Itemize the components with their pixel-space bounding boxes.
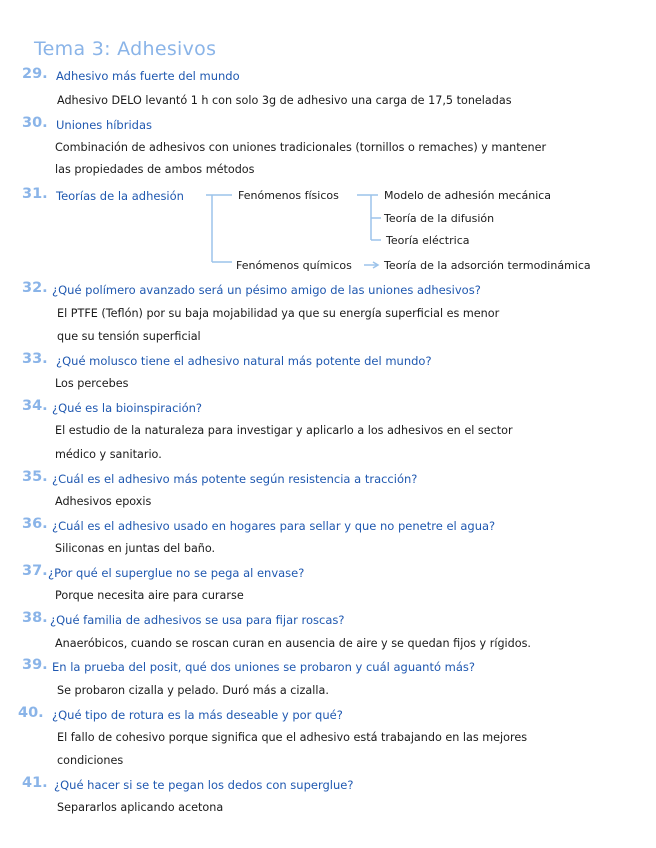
item-number: 30. (22, 115, 48, 131)
item-number: 34. (22, 398, 48, 414)
question: En la prueba del posit, qué dos uniones se probaron y cuál aguantó más? (52, 660, 476, 674)
answer: médico y sanitario. (55, 448, 162, 461)
answer: Siliconas en juntas del baño. (55, 542, 216, 555)
question: ¿Qué polímero avanzado será un pésimo amigo de las uniones adhesivos? (52, 283, 481, 297)
answer: condiciones (57, 754, 124, 767)
question: ¿Qué familia de adhesivos se usa para fijar roscas? (50, 613, 345, 627)
item-number: 38. (22, 610, 48, 626)
item-number: 33. (22, 351, 48, 367)
answer: El fallo de cohesivo porque significa que el adhesivo está trabajando en las mejores (57, 731, 528, 744)
diagram-leaf: Teoría de la difusión (384, 212, 495, 225)
item-number: 36. (22, 516, 48, 532)
question: ¿Qué molusco tiene el adhesivo natural más potente del mundo? (56, 354, 432, 368)
answer: Anaeróbicos, cuando se roscan curan en ausencia de aire y se quedan fijos y rígidos. (55, 637, 531, 650)
item-number: 41. (22, 775, 48, 791)
item-number: 29. (22, 66, 48, 82)
answer: Separarlos aplicando acetona (57, 801, 224, 814)
answer: las propiedades de ambos métodos (55, 163, 255, 176)
answer: Se probaron cizalla y pelado. Duró más a cizalla. (57, 684, 329, 697)
answer: Adhesivo DELO levantó 1 h con solo 3g de adhesivo una carga de 17,5 toneladas (57, 94, 512, 107)
question: ¿Por qué el superglue no se pega al envase? (48, 566, 305, 580)
answer: El PTFE (Teflón) por su baja mojabilidad ya que su energía superficial es menor (57, 307, 500, 320)
diagram-leaf: Modelo de adhesión mecánica (384, 189, 552, 202)
answer: El estudio de la naturaleza para investigar y aplicarlo a los adhesivos en el sector (55, 424, 513, 437)
answer: que su tensión superficial (57, 330, 201, 343)
answer: Los percebes (55, 377, 129, 390)
question: Adhesivo más fuerte del mundo (56, 69, 240, 83)
item-number: 35. (22, 469, 48, 485)
question: ¿Qué hacer si se te pegan los dedos con superglue? (54, 778, 354, 792)
question: Teorías de la adhesión (56, 189, 184, 203)
question: ¿Cuál es el adhesivo usado en hogares para sellar y que no penetre el agua? (52, 519, 496, 533)
page-title: Tema 3: Adhesivos (34, 38, 217, 60)
question: ¿Qué es la bioinspiración? (52, 401, 203, 415)
item-number: 37. (22, 563, 48, 579)
item-number: 40. (18, 705, 44, 721)
diagram-node-fisicos: Fenómenos físicos (238, 189, 339, 202)
question: ¿Qué tipo de rotura es la más deseable y por qué? (52, 708, 343, 722)
question: ¿Cuál es el adhesivo más potente según resistencia a tracción? (52, 472, 418, 486)
question: Uniones híbridas (56, 118, 152, 132)
diagram-leaf: Teoría de la adsorción termodinámica (384, 259, 591, 272)
answer: Combinación de adhesivos con uniones tradicionales (tornillos o remaches) y mantener (55, 141, 547, 154)
diagram-leaf: Teoría eléctrica (386, 234, 470, 247)
diagram-node-quimicos: Fenómenos químicos (236, 259, 352, 272)
item-number: 39. (22, 657, 48, 673)
item-number: 32. (22, 280, 48, 296)
answer: Adhesivos epoxis (55, 495, 152, 508)
answer: Porque necesita aire para curarse (55, 589, 244, 602)
item-number: 31. (22, 186, 48, 202)
